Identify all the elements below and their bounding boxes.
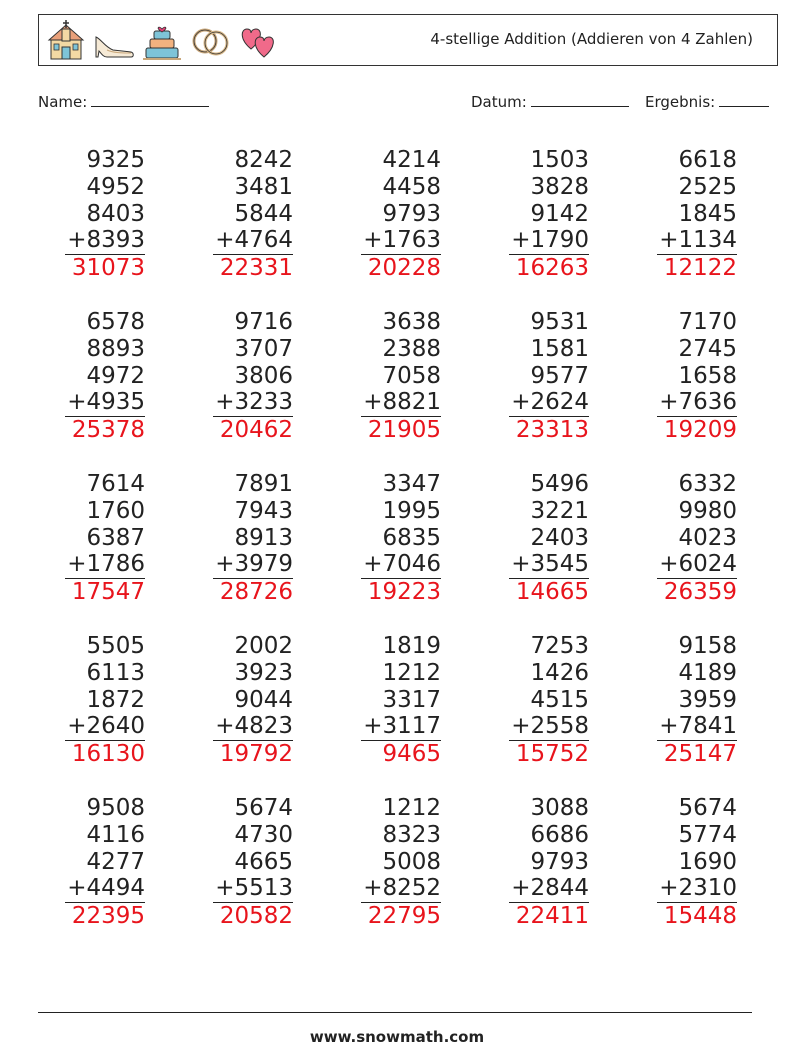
addition-problem: [657, 633, 737, 768]
addend: 1760: [86, 497, 145, 524]
addend: 3317: [382, 686, 441, 713]
addend: 4023: [678, 524, 737, 551]
addition-problem: [361, 795, 441, 930]
name-label: Name:: [38, 93, 88, 111]
answer: 22795: [367, 903, 441, 930]
answer: 23313: [515, 417, 589, 444]
answer: 21905: [367, 417, 441, 444]
addend-with-plus: +7636: [657, 389, 737, 417]
addition-problem: [361, 309, 441, 444]
addend: 4665: [234, 848, 293, 875]
addend: 6618: [678, 147, 737, 173]
addend-with-plus: +2310: [657, 875, 737, 903]
addend-with-plus: +1134: [657, 227, 737, 255]
footer-divider: [38, 1012, 752, 1013]
addend: 9325: [86, 147, 145, 173]
addend-with-plus: +2558: [509, 713, 589, 741]
addend: 9716: [234, 309, 293, 335]
answer: 19792: [219, 741, 293, 768]
addend-with-plus: +6024: [657, 551, 737, 579]
addend: 8323: [382, 821, 441, 848]
info-fields: [38, 92, 778, 114]
result-line[interactable]: [719, 92, 769, 107]
addition-problem: [65, 309, 145, 444]
addition-problem: [657, 147, 737, 282]
addend-with-plus: +1786: [65, 551, 145, 579]
addition-problem: [65, 633, 145, 768]
addend: 9531: [530, 309, 589, 335]
addend: 6835: [382, 524, 441, 551]
name-line[interactable]: [91, 92, 209, 107]
answer: 16263: [515, 255, 589, 282]
addition-problem: [509, 147, 589, 282]
result-field[interactable]: [645, 92, 769, 111]
addend-with-plus: +4935: [65, 389, 145, 417]
name-field[interactable]: [38, 92, 209, 111]
addend: 9142: [530, 200, 589, 227]
date-field[interactable]: [471, 92, 629, 111]
addend: 6332: [678, 471, 737, 497]
addend: 5674: [678, 795, 737, 821]
addend: 7891: [234, 471, 293, 497]
answer: 25147: [663, 741, 737, 768]
answer: 16130: [71, 741, 145, 768]
addition-problem: [509, 309, 589, 444]
addend: 1426: [530, 659, 589, 686]
addition-problem: [65, 147, 145, 282]
addend: 1690: [678, 848, 737, 875]
answer: 31073: [71, 255, 145, 282]
wedding-rings-icon: [189, 19, 231, 61]
addend: 9980: [678, 497, 737, 524]
addend: 9044: [234, 686, 293, 713]
addend: 5674: [234, 795, 293, 821]
hearts-icon: [237, 19, 279, 61]
addend: 1658: [678, 362, 737, 389]
addend: 4515: [530, 686, 589, 713]
addend: 3638: [382, 309, 441, 335]
addition-problem: [213, 471, 293, 606]
answer: 9465: [382, 741, 441, 768]
addend: 8403: [86, 200, 145, 227]
answer: 20462: [219, 417, 293, 444]
addend: 3806: [234, 362, 293, 389]
wedding-cake-icon: [141, 19, 183, 61]
addend-with-plus: +1763: [361, 227, 441, 255]
addend: 7058: [382, 362, 441, 389]
answer: 22395: [71, 903, 145, 930]
church-icon: [45, 19, 87, 61]
addend-with-plus: +8393: [65, 227, 145, 255]
addend: 9577: [530, 362, 589, 389]
addend-with-plus: +8252: [361, 875, 441, 903]
addend: 9508: [86, 795, 145, 821]
addend: 5774: [678, 821, 737, 848]
result-label: Ergebnis:: [645, 93, 716, 111]
addend: 1212: [382, 659, 441, 686]
addend: 4458: [382, 173, 441, 200]
addend: 9793: [530, 848, 589, 875]
footer-site: www.snowmath.com: [309, 1028, 485, 1046]
addend: 2002: [234, 633, 293, 659]
answer: 14665: [515, 579, 589, 606]
addend-with-plus: +2640: [65, 713, 145, 741]
answer: 15752: [515, 741, 589, 768]
addend: 1819: [382, 633, 441, 659]
addend: 7943: [234, 497, 293, 524]
date-label: Datum:: [471, 93, 527, 111]
addend: 2525: [678, 173, 737, 200]
answer: 25378: [71, 417, 145, 444]
addend: 2745: [678, 335, 737, 362]
addend: 6686: [530, 821, 589, 848]
addend: 1845: [678, 200, 737, 227]
answer: 12122: [663, 255, 737, 282]
addend: 1581: [530, 335, 589, 362]
addend-with-plus: +3545: [509, 551, 589, 579]
addend: 8242: [234, 147, 293, 173]
addend: 7253: [530, 633, 589, 659]
addition-problem: [213, 795, 293, 930]
addend: 3959: [678, 686, 737, 713]
addition-problem: [509, 633, 589, 768]
addition-problem: [213, 309, 293, 444]
addend-with-plus: +4494: [65, 875, 145, 903]
addition-problem: [657, 795, 737, 930]
worksheet-header: [38, 14, 778, 66]
addend: 5505: [86, 633, 145, 659]
answer: 17547: [71, 579, 145, 606]
addend: 3707: [234, 335, 293, 362]
addition-problem: [361, 633, 441, 768]
addition-problem: [509, 795, 589, 930]
addend: 9158: [678, 633, 737, 659]
addend: 4972: [86, 362, 145, 389]
addend: 5496: [530, 471, 589, 497]
addend-with-plus: +2844: [509, 875, 589, 903]
date-line[interactable]: [531, 92, 629, 107]
addend: 4730: [234, 821, 293, 848]
addend: 8893: [86, 335, 145, 362]
addend-with-plus: +5513: [213, 875, 293, 903]
addend: 1995: [382, 497, 441, 524]
answer: 22331: [219, 255, 293, 282]
addend-with-plus: +3979: [213, 551, 293, 579]
header-icons: [45, 19, 279, 61]
addition-problem: [509, 471, 589, 606]
addend: 7170: [678, 309, 737, 335]
addend: 9793: [382, 200, 441, 227]
answer: 20228: [367, 255, 441, 282]
addend: 1212: [382, 795, 441, 821]
addition-problem: [65, 795, 145, 930]
addend: 1872: [86, 686, 145, 713]
addend-with-plus: +4823: [213, 713, 293, 741]
addend-with-plus: +3117: [361, 713, 441, 741]
addend: 2388: [382, 335, 441, 362]
addition-problem: [657, 471, 737, 606]
answer: 28726: [219, 579, 293, 606]
addend-with-plus: +7841: [657, 713, 737, 741]
addition-problem: [65, 471, 145, 606]
answer: 19223: [367, 579, 441, 606]
addend-with-plus: +2624: [509, 389, 589, 417]
addend: 4952: [86, 173, 145, 200]
addend: 3347: [382, 471, 441, 497]
addend: 6387: [86, 524, 145, 551]
addition-problem: [361, 471, 441, 606]
addend: 8913: [234, 524, 293, 551]
addend-with-plus: +7046: [361, 551, 441, 579]
addend: 1503: [530, 147, 589, 173]
addition-problem: [657, 309, 737, 444]
addend: 4189: [678, 659, 737, 686]
answer: 19209: [663, 417, 737, 444]
answer: 26359: [663, 579, 737, 606]
addend-with-plus: +8821: [361, 389, 441, 417]
addend-with-plus: +3233: [213, 389, 293, 417]
addend: 4277: [86, 848, 145, 875]
answer: 22411: [515, 903, 589, 930]
worksheet-title: 4-stellige Addition (Addieren von 4 Zahlen): [430, 30, 753, 48]
addend: 7614: [86, 471, 145, 497]
addition-problem: [213, 147, 293, 282]
answer: 15448: [663, 903, 737, 930]
addend-with-plus: +1790: [509, 227, 589, 255]
addend: 6578: [86, 309, 145, 335]
addend: 4116: [86, 821, 145, 848]
addend: 3088: [530, 795, 589, 821]
addend: 3221: [530, 497, 589, 524]
addend: 4214: [382, 147, 441, 173]
addition-problem: [213, 633, 293, 768]
addend: 5844: [234, 200, 293, 227]
addend-with-plus: +4764: [213, 227, 293, 255]
addend: 6113: [86, 659, 145, 686]
addend: 3923: [234, 659, 293, 686]
addend: 3481: [234, 173, 293, 200]
answer: 20582: [219, 903, 293, 930]
addend: 3828: [530, 173, 589, 200]
high-heel-shoe-icon: [93, 19, 135, 61]
addend: 5008: [382, 848, 441, 875]
addend: 2403: [530, 524, 589, 551]
addition-problem: [361, 147, 441, 282]
